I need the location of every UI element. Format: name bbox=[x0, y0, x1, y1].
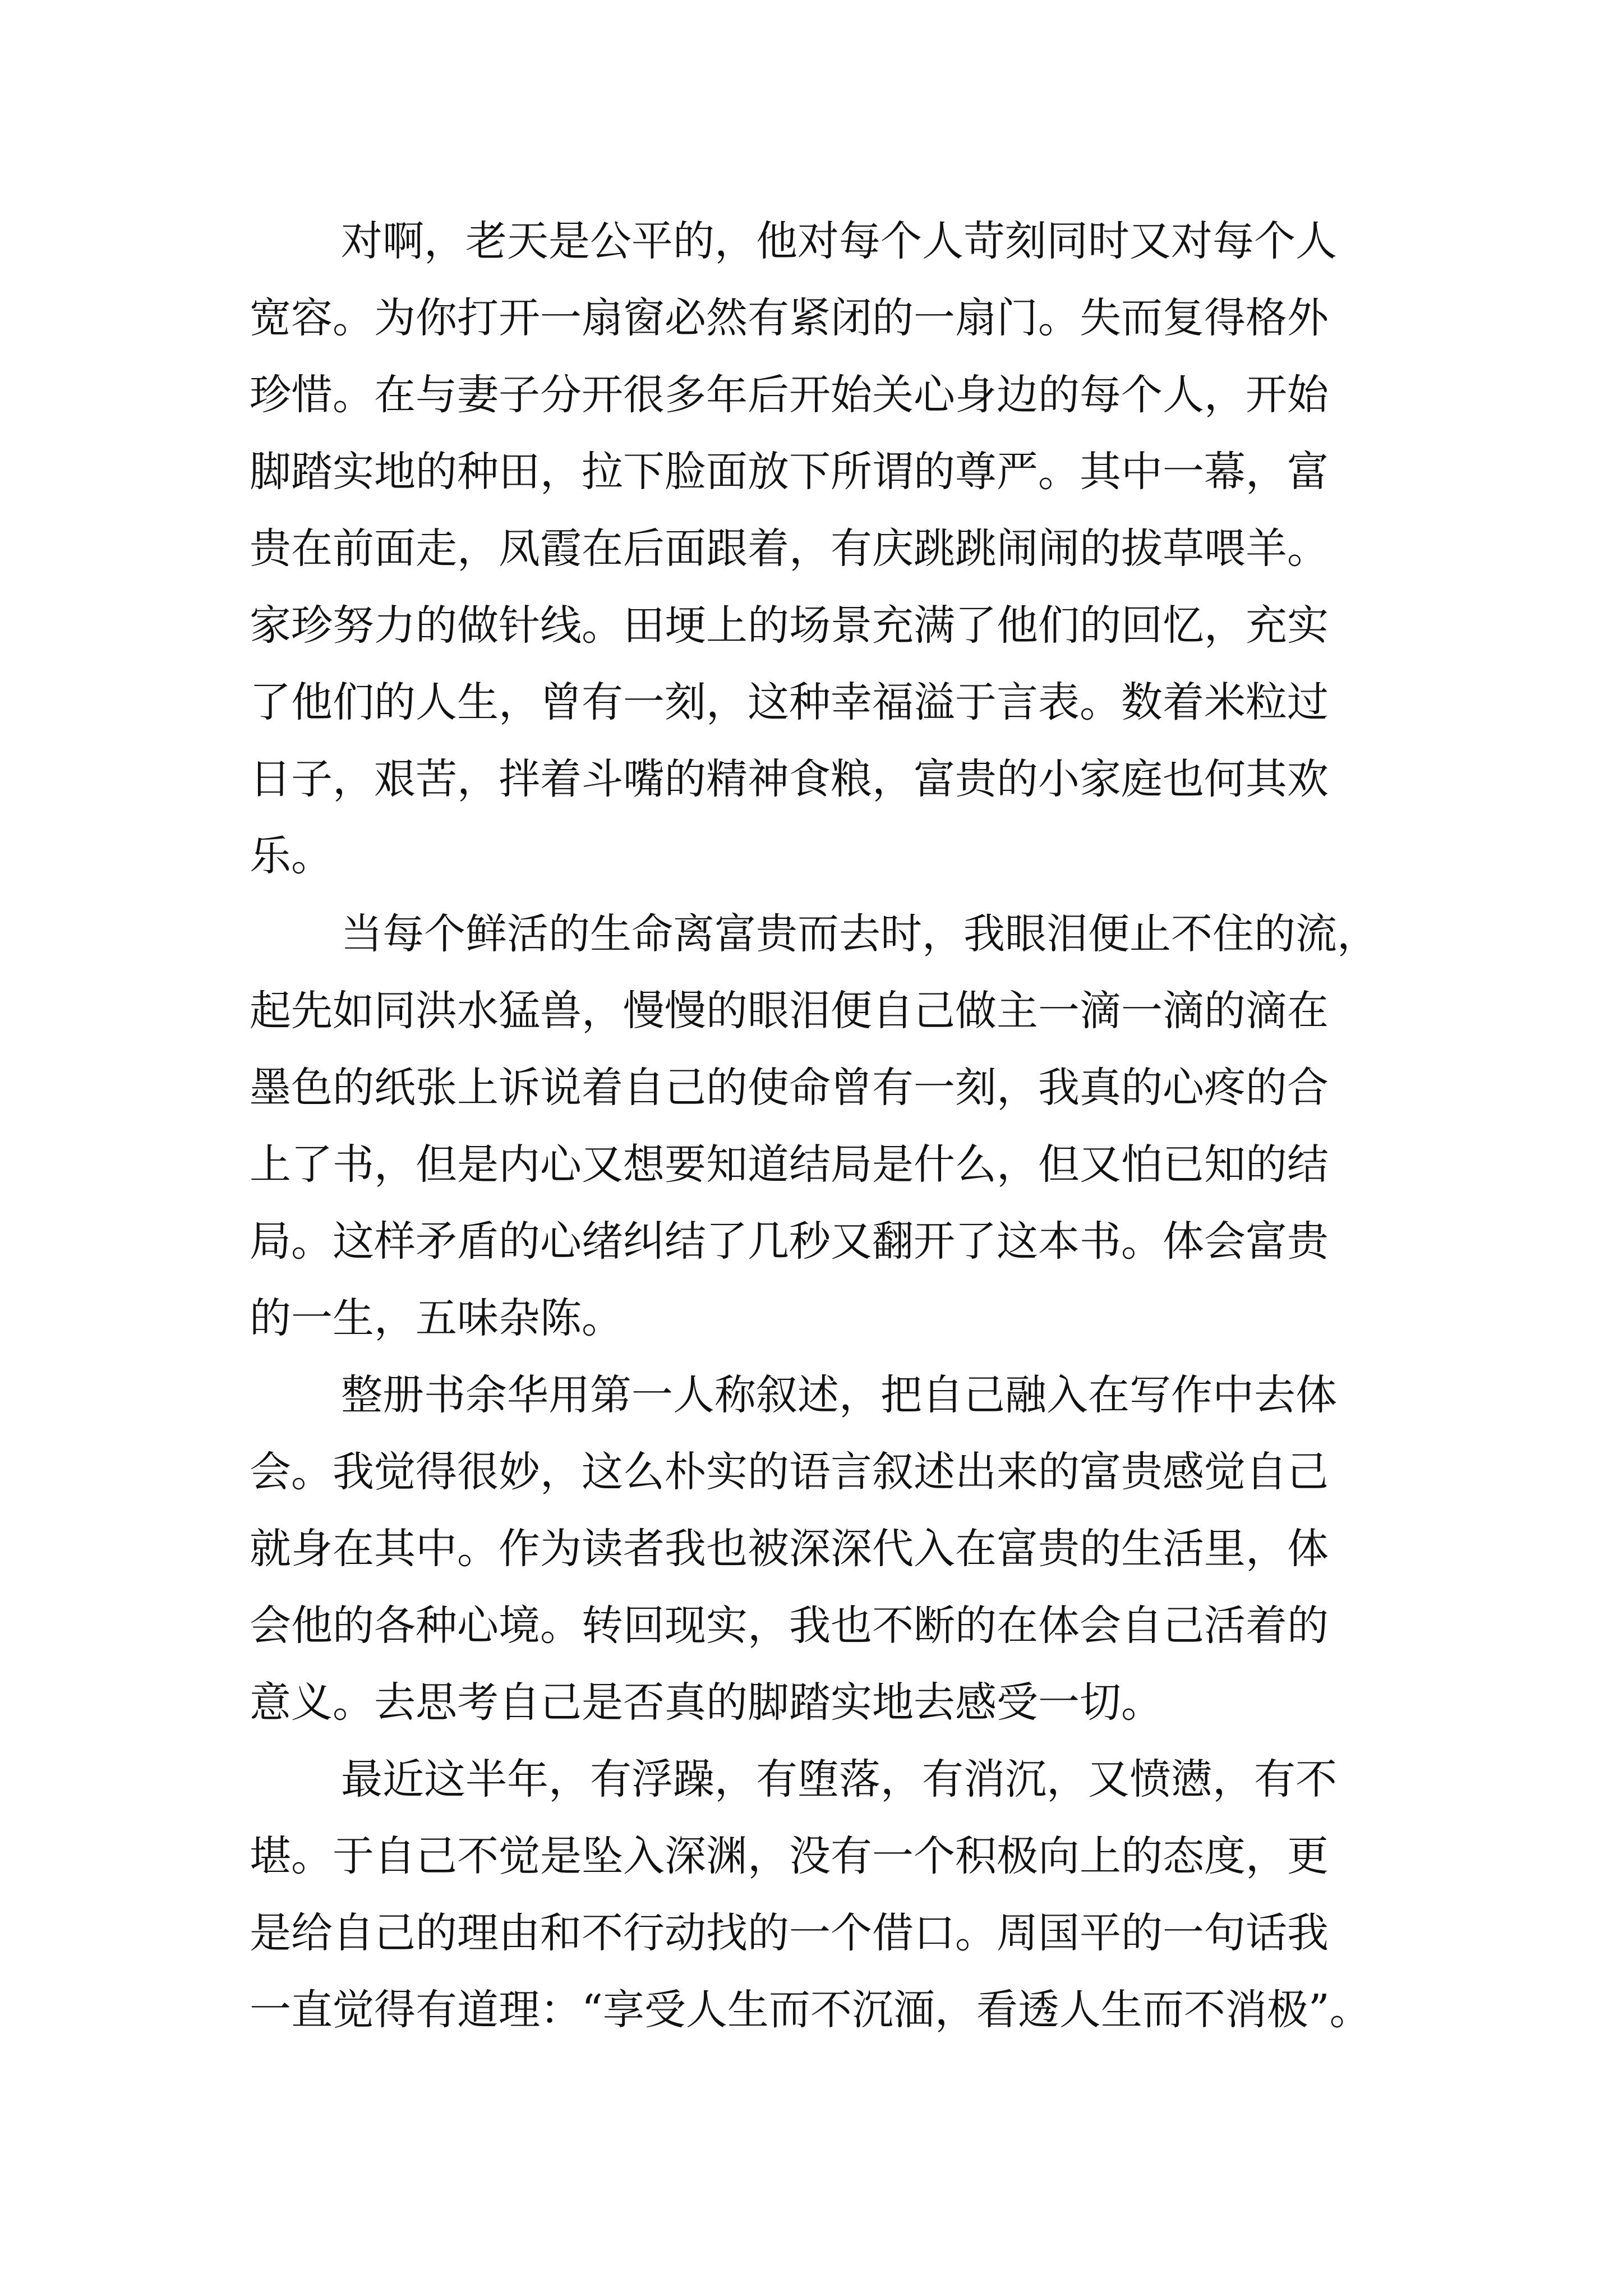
text-line: 宽容。为你打开一扇窗必然有紧闭的一扇门。失而复得格外 bbox=[250, 294, 1329, 342]
text-line: 对啊，老天是公平的，他对每个人苛刻同时又对每个人 bbox=[341, 217, 1337, 265]
text-line: 上了书，但是内心又想要知道结局是什么，但又怕已知的结 bbox=[250, 1140, 1329, 1189]
text-line: 墨色的纸张上诉说着自己的使命曾有一刻，我真的心疼的合 bbox=[250, 1064, 1329, 1112]
text-line: 珍惜。在与妻子分开很多年后开始关心身边的每个人，开始 bbox=[250, 371, 1329, 419]
text-line: 是给自己的理由和不行动找的一个借口。周国平的一句话我 bbox=[250, 1909, 1329, 1957]
text-line: 脚踏实地的种田，拉下脸面放下所谓的尊严。其中一幕，富 bbox=[250, 448, 1329, 496]
text-line: 日子，艰苦，拌着斗嘴的精神食粮，富贵的小家庭也何其欢 bbox=[250, 755, 1329, 803]
text-line: 的一生，五味杂陈。 bbox=[250, 1294, 623, 1342]
text-line: 会他的各种心境。转回现实，我也不断的在体会自己活着的 bbox=[250, 1602, 1329, 1650]
text-line: 了他们的人生，曾有一刻，这种幸福溢于言表。数着米粒过 bbox=[250, 678, 1329, 726]
text-line: 会。我觉得很妙，这么朴实的语言叙述出来的富贵感觉自己 bbox=[250, 1448, 1329, 1496]
text-line: 堪。于自己不觉是坠入深渊，没有一个积极向上的态度，更 bbox=[250, 1832, 1329, 1880]
text-line: 起先如同洪水猛兽，慢慢的眼泪便自己做主一滴一滴的滴在 bbox=[250, 987, 1329, 1035]
text-line: 乐。 bbox=[250, 832, 333, 880]
text-line: 局。这样矛盾的心绪纠结了几秒又翻开了这本书。体会富贵 bbox=[250, 1217, 1329, 1266]
text-line: 意义。去思考自己是否真的脚踏实地去感受一切。 bbox=[250, 1678, 1163, 1727]
text-line: 当每个鲜活的生命离富贵而去时，我眼泪便止不住的流， bbox=[341, 910, 1378, 958]
text-line: 整册书余华用第一人称叙述，把自己融入在写作中去体 bbox=[341, 1371, 1337, 1419]
text-line: 最近这半年，有浮躁，有堕落，有消沉，又愤懑，有不 bbox=[341, 1755, 1337, 1803]
text-line: 贵在前面走，凤霞在后面跟着，有庆跳跳闹闹的拔草喂羊。 bbox=[250, 524, 1329, 573]
text-line: 一直觉得有道理：“享受人生而不沉湎，看透人生而不消极”。 bbox=[250, 1986, 1371, 2034]
text-line: 就身在其中。作为读者我也被深深代入在富贵的生活里，体 bbox=[250, 1525, 1329, 1573]
text-line: 家珍努力的做针线。田埂上的场景充满了他们的回忆，充实 bbox=[250, 601, 1329, 650]
